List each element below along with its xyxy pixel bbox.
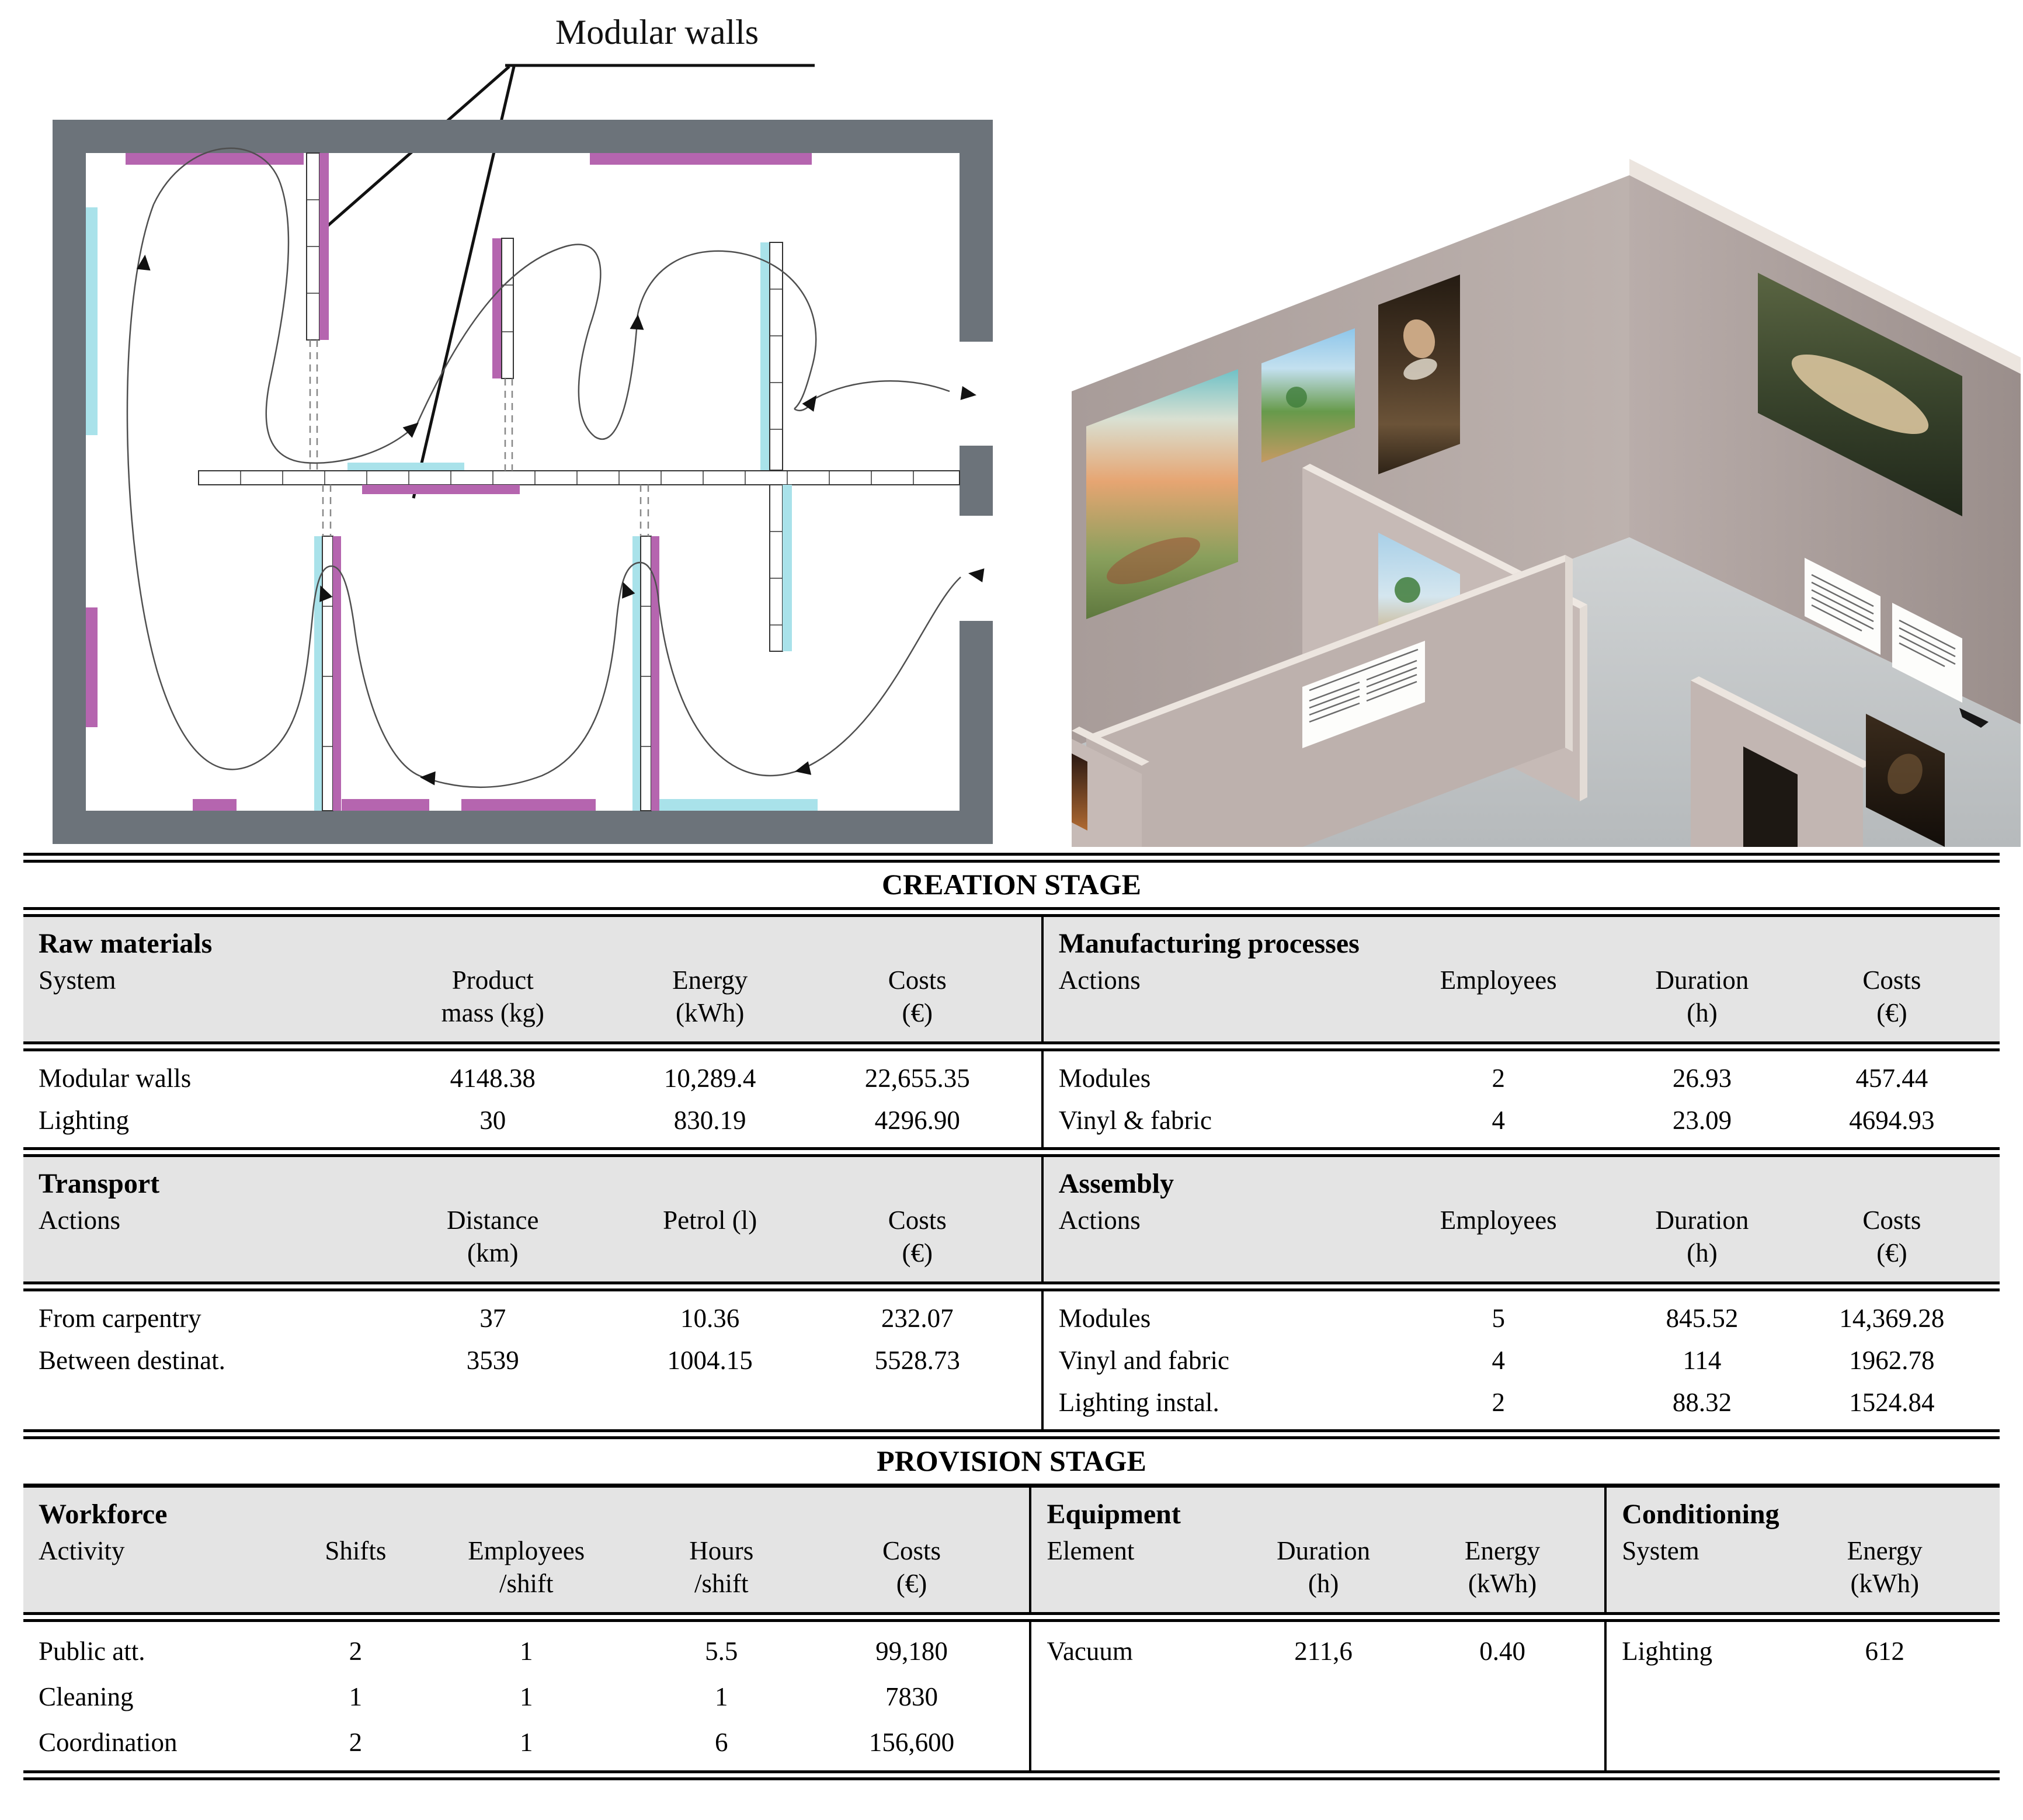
column-header bbox=[419, 1530, 633, 1605]
header-line: Actions bbox=[39, 1206, 120, 1235]
header-line: (h) bbox=[1308, 1568, 1339, 1598]
header-line: Costs bbox=[882, 1536, 941, 1565]
conditioning-header bbox=[1604, 1488, 2000, 1612]
table-cell: 1962.78 bbox=[1849, 1346, 1935, 1375]
table-cell: 0.40 bbox=[1479, 1637, 1525, 1666]
column-header bbox=[1785, 1530, 1984, 1605]
flow-arrow-icon bbox=[137, 254, 985, 786]
creation-header-band bbox=[23, 1157, 2000, 1281]
column-headers bbox=[39, 960, 1026, 1034]
section-title: Manufacturing processes bbox=[1058, 928, 1360, 959]
table-cell: 30 bbox=[479, 1106, 506, 1135]
header-line: Actions bbox=[1058, 965, 1141, 995]
table-row bbox=[39, 1056, 1026, 1098]
table-rule bbox=[23, 1147, 2000, 1157]
header-line: Employees bbox=[1440, 965, 1557, 995]
header-line: Costs bbox=[888, 965, 947, 995]
header-line: Energy bbox=[1465, 1536, 1541, 1565]
table-rule bbox=[23, 1041, 2000, 1051]
table-cell: 2 bbox=[349, 1728, 363, 1757]
table-row bbox=[1059, 1098, 1984, 1140]
creation-stage-title: CREATION STAGE bbox=[881, 868, 1142, 901]
table-cell: Public att. bbox=[39, 1637, 145, 1666]
header-line: (€) bbox=[1876, 998, 1907, 1027]
results-tables bbox=[23, 853, 2000, 1780]
table-cell: Coordination bbox=[39, 1728, 178, 1757]
header-line: Employees bbox=[468, 1536, 585, 1565]
table-row bbox=[1622, 1627, 1984, 1672]
header-line: Product bbox=[451, 965, 534, 995]
table-row bbox=[1059, 1338, 1984, 1380]
header-line: (€) bbox=[896, 1568, 927, 1598]
header-line: Duration bbox=[1277, 1536, 1371, 1565]
table-cell: 612 bbox=[1865, 1637, 1904, 1666]
column-header bbox=[1047, 1530, 1231, 1605]
column-header bbox=[374, 1200, 611, 1274]
header-line: (€) bbox=[902, 998, 933, 1027]
table-rule bbox=[23, 853, 2000, 863]
header-line: Activity bbox=[39, 1536, 125, 1565]
column-header bbox=[611, 960, 809, 1034]
column-header bbox=[1799, 1200, 1984, 1274]
column-headers bbox=[39, 1200, 1026, 1274]
creation-data-band bbox=[23, 1291, 2000, 1429]
raw-materials-header bbox=[23, 917, 1041, 1041]
table-cell: 7830 bbox=[885, 1682, 938, 1711]
table-cell: 10,289.4 bbox=[663, 1064, 756, 1093]
column-header bbox=[39, 1530, 292, 1605]
provision-data-band bbox=[23, 1622, 2000, 1770]
column-header bbox=[1622, 1530, 1785, 1605]
column-header bbox=[39, 1200, 374, 1274]
table-cell: 88.32 bbox=[1672, 1388, 1732, 1417]
header-line: Duration bbox=[1655, 1206, 1749, 1235]
column-header bbox=[1416, 1530, 1589, 1605]
header-line: /shift bbox=[694, 1568, 749, 1598]
header-line: Energy bbox=[672, 965, 748, 995]
header-line: (kWh) bbox=[1850, 1568, 1919, 1598]
table-cell: 1 bbox=[519, 1682, 533, 1711]
modular-wall bbox=[492, 238, 513, 378]
header-line: System bbox=[1622, 1536, 1699, 1565]
table-cell: 4 bbox=[1492, 1106, 1505, 1135]
transport-header bbox=[23, 1157, 1041, 1281]
table-cell: Lighting instal. bbox=[1058, 1388, 1219, 1417]
section-title: Workforce bbox=[39, 1499, 168, 1530]
table-rule bbox=[23, 907, 2000, 917]
section-title: Transport bbox=[39, 1168, 160, 1199]
table-row bbox=[1059, 1296, 1984, 1338]
modular-wall bbox=[314, 536, 341, 811]
table-cell: 23.09 bbox=[1672, 1106, 1732, 1135]
section-title: Assembly bbox=[1058, 1168, 1174, 1199]
table-cell: 22,655.35 bbox=[864, 1064, 970, 1093]
table-cell: Lighting bbox=[1622, 1637, 1713, 1666]
table-row bbox=[39, 1627, 1014, 1672]
table-cell: 1 bbox=[715, 1682, 728, 1711]
visitor-path bbox=[127, 148, 961, 787]
table-cell: 14,369.28 bbox=[1839, 1304, 1945, 1333]
table-cell: 211,6 bbox=[1294, 1637, 1353, 1666]
assembly-header bbox=[1041, 1157, 2000, 1281]
table-cell: 1524.84 bbox=[1849, 1388, 1935, 1417]
header-line: Costs bbox=[888, 1206, 947, 1235]
column-header bbox=[1059, 960, 1392, 1034]
table-cell: 10.36 bbox=[680, 1304, 740, 1333]
table-cell: Modules bbox=[1058, 1064, 1151, 1093]
modular-wall bbox=[632, 536, 659, 811]
transport-rows bbox=[23, 1291, 1041, 1429]
table-row bbox=[1059, 1380, 1984, 1422]
table-cell: 5 bbox=[1492, 1304, 1505, 1333]
table-cell: 114 bbox=[1683, 1346, 1722, 1375]
column-header bbox=[809, 960, 1026, 1034]
painting-portrait bbox=[1378, 275, 1460, 474]
column-headers bbox=[1059, 960, 1984, 1034]
raw-materials-rows bbox=[23, 1051, 1041, 1147]
workforce-rows bbox=[23, 1622, 1029, 1770]
column-header bbox=[809, 1530, 1014, 1605]
column-header bbox=[374, 960, 611, 1034]
table-cell: 156,600 bbox=[868, 1728, 955, 1757]
workforce-header bbox=[23, 1488, 1029, 1612]
header-line: Actions bbox=[1058, 1206, 1141, 1235]
table-row bbox=[1047, 1627, 1589, 1672]
table-cell: From carpentry bbox=[39, 1304, 201, 1333]
column-headers bbox=[1047, 1530, 1589, 1605]
column-header bbox=[1231, 1530, 1416, 1605]
header-line: Duration bbox=[1655, 965, 1749, 995]
table-cell: 232.07 bbox=[881, 1304, 954, 1333]
floor-plan bbox=[12, 0, 1004, 853]
creation-data-band bbox=[23, 1051, 2000, 1147]
exhibition-3d-render bbox=[1051, 93, 2021, 847]
header-line: Distance bbox=[447, 1206, 539, 1235]
header-line: mass (kg) bbox=[441, 998, 544, 1027]
table-row bbox=[39, 1718, 1014, 1763]
header-line: Costs bbox=[1862, 965, 1921, 995]
table-rule bbox=[23, 1770, 2000, 1780]
column-header bbox=[809, 1200, 1026, 1274]
column-header bbox=[39, 960, 374, 1034]
table-cell: 1 bbox=[519, 1637, 533, 1666]
table-row bbox=[39, 1672, 1014, 1718]
table-cell: 5.5 bbox=[705, 1637, 738, 1666]
table-cell: Modular walls bbox=[39, 1064, 192, 1093]
modular-walls-label: Modular walls bbox=[555, 13, 759, 51]
header-line: Petrol (l) bbox=[663, 1206, 757, 1235]
header-line: (h) bbox=[1687, 998, 1718, 1027]
table-row bbox=[39, 1338, 1026, 1380]
table-cell: Cleaning bbox=[39, 1682, 134, 1711]
modular-wall bbox=[307, 153, 329, 340]
modular-wall bbox=[760, 242, 792, 651]
table-row bbox=[39, 1098, 1026, 1140]
header-line: (€) bbox=[902, 1238, 933, 1267]
table-cell: 1004.15 bbox=[667, 1346, 753, 1375]
section-title: Conditioning bbox=[1622, 1499, 1779, 1530]
table-cell: Lighting bbox=[39, 1106, 129, 1135]
column-header bbox=[1605, 960, 1799, 1034]
column-header bbox=[1392, 960, 1605, 1034]
table-rule bbox=[23, 1281, 2000, 1291]
table-cell: 4 bbox=[1492, 1346, 1505, 1375]
table-row bbox=[39, 1296, 1026, 1338]
header-line: Hours bbox=[689, 1536, 754, 1565]
column-header bbox=[634, 1530, 809, 1605]
column-header bbox=[292, 1530, 419, 1605]
table-cell: 6 bbox=[715, 1728, 728, 1757]
conditioning-rows bbox=[1604, 1622, 2000, 1770]
column-header bbox=[611, 1200, 809, 1274]
table-rule bbox=[23, 1612, 2000, 1622]
equipment-header bbox=[1029, 1488, 1604, 1612]
header-line: (h) bbox=[1687, 1238, 1718, 1267]
table-rule bbox=[23, 1429, 2000, 1439]
table-cell: 4148.38 bbox=[450, 1064, 536, 1093]
table-cell: 37 bbox=[479, 1304, 506, 1333]
table-cell: 845.52 bbox=[1666, 1304, 1739, 1333]
header-line: Employees bbox=[1440, 1206, 1557, 1235]
header-line: /shift bbox=[499, 1568, 554, 1598]
provision-header-band bbox=[23, 1488, 2000, 1612]
header-line: (kWh) bbox=[1468, 1568, 1537, 1598]
central-modular-wall bbox=[199, 463, 960, 494]
header-line: (km) bbox=[467, 1238, 519, 1267]
provision-stage-title: PROVISION STAGE bbox=[877, 1444, 1146, 1477]
manufacturing-header bbox=[1041, 917, 2000, 1041]
table-cell: 5528.73 bbox=[874, 1346, 960, 1375]
table-cell: 457.44 bbox=[1855, 1064, 1928, 1093]
table-row bbox=[1059, 1056, 1984, 1098]
section-title: Equipment bbox=[1047, 1499, 1181, 1530]
section-title: Raw materials bbox=[39, 928, 213, 959]
header-line: Energy bbox=[1847, 1536, 1923, 1565]
header-line: System bbox=[39, 965, 116, 995]
assembly-rows bbox=[1041, 1291, 2000, 1429]
table-cell: 3539 bbox=[466, 1346, 519, 1375]
table-cell: Between destinat. bbox=[39, 1346, 225, 1375]
table-cell: 99,180 bbox=[875, 1637, 948, 1666]
table-rule bbox=[23, 1484, 2000, 1488]
table-cell: Vinyl & fabric bbox=[1058, 1106, 1212, 1135]
table-cell: 4694.93 bbox=[1849, 1106, 1935, 1135]
column-headers bbox=[39, 1530, 1014, 1605]
column-header bbox=[1059, 1200, 1392, 1274]
table-cell: 26.93 bbox=[1672, 1064, 1732, 1093]
header-line: Costs bbox=[1862, 1206, 1921, 1235]
column-header bbox=[1799, 960, 1984, 1034]
table-cell: 830.19 bbox=[673, 1106, 746, 1135]
creation-header-band bbox=[23, 917, 2000, 1041]
column-header bbox=[1392, 1200, 1605, 1274]
table-cell: 1 bbox=[349, 1682, 363, 1711]
table-cell: Vinyl and fabric bbox=[1058, 1346, 1229, 1375]
table-cell: 1 bbox=[519, 1728, 533, 1757]
header-line: (kWh) bbox=[675, 998, 745, 1027]
column-headers bbox=[1059, 1200, 1984, 1274]
manufacturing-rows bbox=[1041, 1051, 2000, 1147]
header-line: Shifts bbox=[325, 1536, 387, 1565]
table-cell: 2 bbox=[349, 1637, 363, 1666]
table-cell: 2 bbox=[1492, 1388, 1505, 1417]
table-cell: Vacuum bbox=[1047, 1637, 1133, 1666]
equipment-rows bbox=[1029, 1622, 1604, 1770]
header-line: Element bbox=[1047, 1536, 1135, 1565]
column-headers bbox=[1622, 1530, 1984, 1605]
header-line: (€) bbox=[1876, 1238, 1907, 1267]
column-header bbox=[1605, 1200, 1799, 1274]
table-cell: 2 bbox=[1492, 1064, 1505, 1093]
table-cell: Modules bbox=[1058, 1304, 1151, 1333]
table-cell: 4296.90 bbox=[874, 1106, 960, 1135]
